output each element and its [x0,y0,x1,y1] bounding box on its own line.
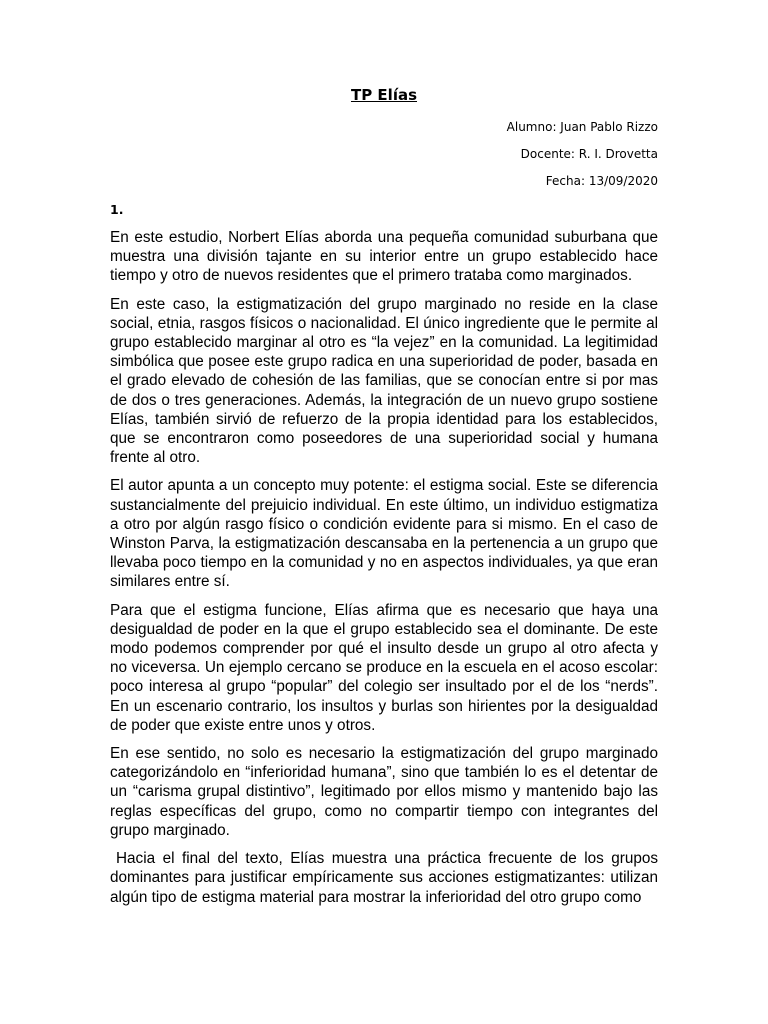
document-title: TP Elías [350,86,418,104]
document-body [110,228,658,916]
paragraph-2: En este caso, la estigmatización del grupo marginado no reside en la clase social, etnia, rasgos físicos o nacionalidad. El único ingrediente que le permite al grupo establecido marginar al otro es “la vejez” en la comunidad. La legitimidad simbólica que posee este grupo radica en una superioridad de poder, basada en el grado elevado de cohesión de las familias, que se conocían entre si por mas de dos o tres generaciones. Además, la integración de un nuevo grupo sostiene Elías, también sirvió de refuerzo de la propia identidad para los establecidos, que se encontraron como poseedores de una superioridad social y humana frente al otro. [110,295,658,467]
paragraph-3: El autor apunta a un concepto muy potente: el estigma social. Este se diferencia sustancialmente del prejuicio individual. En este último, un individuo estigmatiza a otro por algún rasgo físico o condición evidente para si mismo. En el caso de Winston Parva, la estigmatización descansaba en la pertenencia a un grupo que llevaba poco tiempo en la comunidad y no en aspectos individuales, ya que eran similares entre sí. [110,477,658,591]
paragraph-5: En ese sentido, no solo es necesario la estigmatización del grupo marginado categorizándolo en “inferioridad humana”, sino que también lo es el detentar de un “carisma grupal distintivo”, legitimado por ellos mismo y mantenido bajo las reglas específicas del grupo, como no compartir tiempo con integrantes del grupo marginado. [110,745,658,839]
teacher-name: Docente: R. I. Drovetta [520,147,658,161]
student-name: Alumno: Juan Pablo Rizzo [506,120,658,134]
paragraph-1: En este estudio, Norbert Elías aborda una pequeña comunidad suburbana que muestra una división tajante en su interior entre un grupo establecido hace tiempo y otro de nuevos residentes que el primero trataba como marginados. [110,229,658,285]
section-number: 1. [110,202,124,217]
paragraph-4: Para que el estigma funcione, Elías afirma que es necesario que haya una desigualdad de poder en la que el grupo establecido sea el dominante. De este modo podemos comprender por qué el insulto desde un grupo al otro afecta y no viceversa. Un ejemplo cercano se produce en la escuela en el acoso escolar: poco interesa al grupo “popular” del colegio ser insultado por el de los “nerds”. En un escenario contrario, los insultos y burlas son hirientes por la desigualdad de poder que existe entre unos y otros. [110,601,658,734]
document-date: Fecha: 13/09/2020 [545,174,658,188]
paragraph-6: Hacia el final del texto, Elías muestra una práctica frecuente de los grupos dominantes para justificar empíricamente sus acciones estigmatizantes: utilizan algún tipo de estigma material para mostrar la inferioridad del otro grupo como [110,850,658,906]
